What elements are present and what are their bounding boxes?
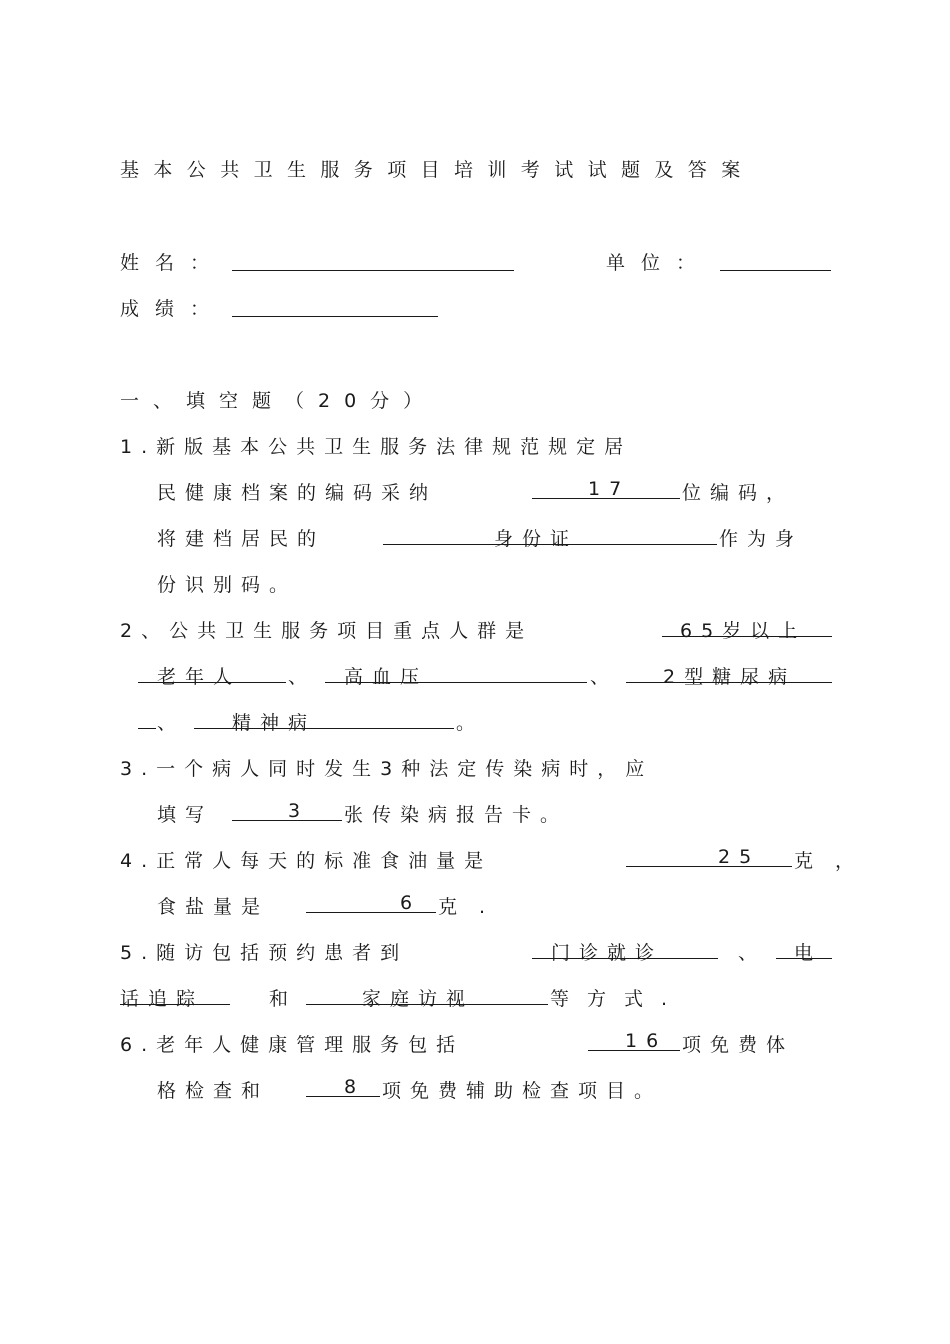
q4-line1-text: 4.正常人每天的标准食油量是 bbox=[120, 850, 493, 872]
q4-blank-1 bbox=[626, 866, 792, 867]
q2-blank-3-cont bbox=[138, 728, 156, 729]
q6-answer-physical-items: 16 bbox=[625, 1030, 668, 1052]
unit-blank[interactable] bbox=[720, 250, 831, 271]
q6-line1-tail: 项免费体 bbox=[682, 1034, 795, 1056]
q5-answer-phone-part2: 话追踪 bbox=[120, 988, 205, 1010]
q5-and: 和 bbox=[269, 988, 298, 1010]
q5-answer-home-visit: 家庭访视 bbox=[362, 988, 475, 1010]
q1-answer-id-card: 身份证 bbox=[494, 528, 579, 550]
q2-answer-elderly: 老年人 bbox=[157, 666, 242, 688]
q1-answer-code-length: 17 bbox=[588, 478, 631, 500]
q2-answer-diabetes: 2型糖尿病 bbox=[663, 666, 797, 688]
q4-line2-text: 食盐量是 bbox=[157, 896, 270, 918]
q4-line1-tail: 克， bbox=[794, 850, 877, 872]
q2-sep-3: 、 bbox=[157, 712, 186, 734]
q2-sep-1: 、 bbox=[288, 666, 317, 688]
q5-line2-tail: 等方式. bbox=[550, 988, 686, 1010]
q1-line2-tail: 位编码， bbox=[682, 482, 795, 504]
name-blank[interactable] bbox=[232, 250, 514, 271]
q2-answer-hypertension: 高血压 bbox=[344, 666, 429, 688]
q6-blank-2 bbox=[306, 1096, 380, 1097]
q5-answer-outpatient: 门诊就诊 bbox=[551, 942, 664, 964]
q3-blank-1 bbox=[232, 820, 342, 821]
q1-line2-text: 民健康档案的编码采纳 bbox=[157, 482, 438, 504]
q4-answer-salt: 6 bbox=[400, 892, 422, 914]
q6-line2-tail: 项免费辅助检查项目。 bbox=[382, 1080, 663, 1102]
q1-line3-text: 将建档居民的 bbox=[157, 528, 326, 550]
q2-end: 。 bbox=[456, 712, 485, 734]
q6-line2-text: 格检查和 bbox=[157, 1080, 270, 1102]
q6-line1-text: 6.老年人健康管理服务包括 bbox=[120, 1034, 465, 1056]
q5-sep-1: 、 bbox=[738, 942, 767, 964]
document-title: 基本公共卫生服务项目培训考试试题及答案 bbox=[120, 159, 755, 181]
score-label: 成绩： bbox=[120, 298, 226, 320]
q2-sep-2: 、 bbox=[590, 666, 619, 688]
section-heading: 一、填空题（20分） bbox=[120, 390, 437, 412]
q1-line1: 1.新版基本公共卫生服务法律规范规定居 bbox=[120, 436, 633, 458]
q5-answer-phone-part1: 电 bbox=[794, 942, 823, 964]
q2-line1-text: 2、公共卫生服务项目重点人群是 bbox=[120, 620, 534, 642]
q1-line4: 份识别码。 bbox=[157, 574, 298, 596]
unit-label: 单位： bbox=[606, 252, 712, 274]
q3-line2-text: 填写 bbox=[157, 804, 214, 826]
q2-answer-mental-illness: 精神病 bbox=[232, 712, 317, 734]
q4-answer-oil: 25 bbox=[718, 846, 761, 868]
q3-line2-tail: 张传染病报告卡。 bbox=[344, 804, 569, 826]
q1-line3-tail: 作为身 bbox=[719, 528, 804, 550]
q5-line1-text: 5.随访包括预约患者到 bbox=[120, 942, 409, 964]
q4-line2-tail: 克. bbox=[438, 896, 508, 918]
q2-answer-age: 65岁以上 bbox=[680, 620, 807, 642]
q3-answer-cards: 3 bbox=[288, 800, 310, 822]
q3-line1: 3.一个病人同时发生3种法定传染病时，应 bbox=[120, 758, 654, 780]
name-label: 姓名： bbox=[120, 252, 226, 274]
score-blank[interactable] bbox=[232, 296, 438, 317]
q6-answer-auxiliary-items: 8 bbox=[344, 1076, 366, 1098]
